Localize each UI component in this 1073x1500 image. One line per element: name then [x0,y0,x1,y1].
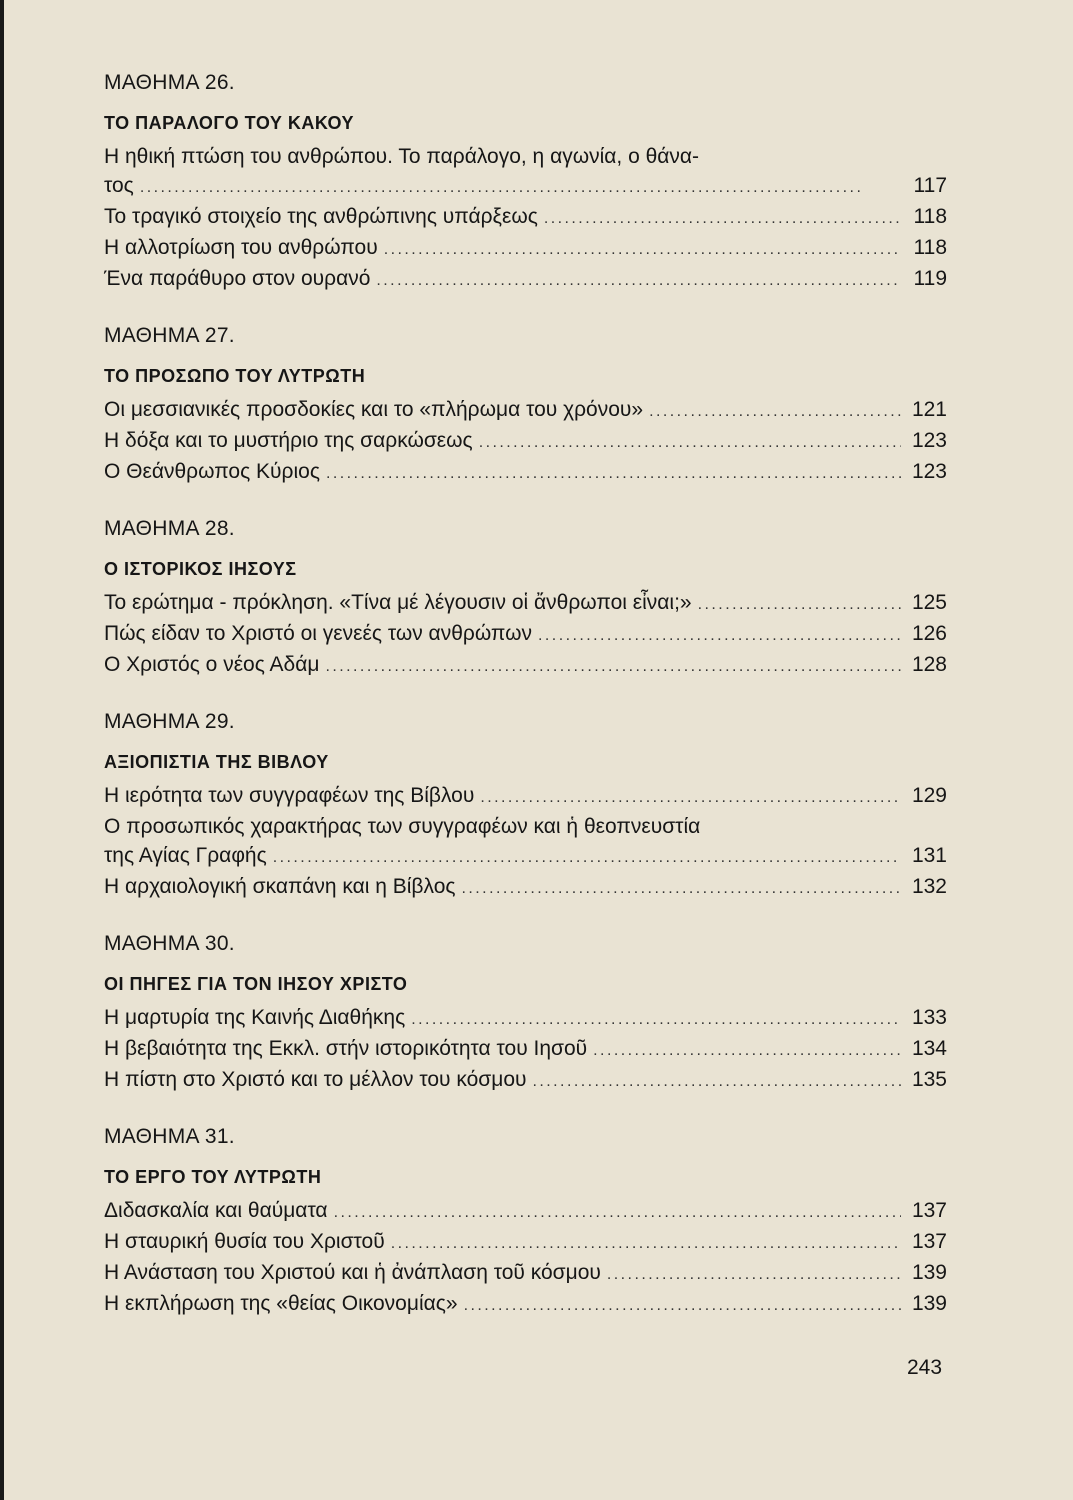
dot-leader [462,874,902,903]
toc-entry-text: Οι μεσσιανικές προσδοκίες και το «πλήρωμα του χρόνου» [104,398,644,421]
lesson-title: Ο ΙΣΤΟΡΙΚΟΣ ΙΗΣΟΥΣ [104,559,297,579]
toc-entry-page: 121 [911,398,947,421]
toc-entry-text: Διδασκαλία και θαύματα [104,1199,328,1222]
toc-entry-text: Η σταυρική θυσία του Χριστοῦ [104,1230,385,1253]
toc-entry [104,142,947,202]
lesson-number: ΜΑΘΗΜΑ 30. [104,932,235,955]
toc-entry-page: 117 [913,174,947,197]
lesson-number: ΜΑΘΗΜΑ 31. [104,1125,235,1148]
toc-entry [104,812,947,872]
lesson-number: ΜΑΘΗΜΑ 29. [104,710,235,733]
toc-entry-row [104,426,947,457]
toc-entry-text: Η πίστη στο Χριστό και το μέλλον του κόσμου [104,1068,527,1091]
toc-entry-text: Η Ανάσταση του Χριστού και ἡ ἀνάπλαση τοῦ κόσμου [104,1261,601,1284]
toc-entry-row [104,1258,947,1289]
dot-leader [273,843,901,872]
toc-entry [104,1227,947,1258]
dot-leader [649,397,901,426]
toc-entry-page: 139 [911,1261,947,1284]
toc-entry-text: της Αγίας Γραφής [104,844,267,867]
toc-entry [104,1003,947,1034]
dot-leader [538,621,901,650]
toc-entry-text: Ο Χριστός ο νέος Αδάμ [104,653,320,676]
lesson-title: ΤΟ ΠΡΟΣΩΠΟ ΤΟΥ ΛΥΤΡΩΤΗ [104,366,366,386]
dot-leader [698,590,901,619]
toc-entry [104,1196,947,1227]
toc-entry-page: 137 [911,1199,947,1222]
toc-entry-page: 134 [911,1037,947,1060]
toc-entry [104,202,947,233]
dot-leader [376,266,901,295]
dot-leader [391,1229,901,1258]
toc-entry [104,457,947,488]
dot-leader [479,428,901,457]
toc-entry-row [104,1289,947,1320]
toc-entry-text: Πώς είδαν το Χριστό οι γενεές των ανθρώπων [104,622,533,645]
dot-leader [334,1198,901,1227]
toc-entry-text: Η αλλοτρίωση του ανθρώπου [104,236,378,259]
lesson-number: ΜΑΘΗΜΑ 26. [104,71,235,94]
dot-leader [326,459,901,488]
toc-entry-page: 132 [911,875,947,898]
toc-entry [104,1034,947,1065]
toc-entry-page: 123 [911,429,947,452]
toc-entry [104,1065,947,1096]
toc-entry-row [104,395,947,426]
table-of-contents [104,68,947,1346]
toc-entry [104,426,947,457]
book-page [4,0,1073,1500]
dot-leader [480,783,901,812]
toc-entry-text: Το ερώτημα - πρόκληση. «Τίνα μέ λέγουσιν οἱ ἄνθρωποι εἶναι;» [104,591,692,614]
toc-entry-text: Ένα παράθυρο στον ουρανό [104,267,371,290]
toc-entry-page: 128 [911,653,947,676]
toc-entry-page: 133 [911,1006,947,1029]
lesson-title: ΟΙ ΠΗΓΕΣ ΓΙΑ ΤΟΝ ΙΗΣΟΥ ΧΡΙΣΤΟ [104,974,408,994]
toc-entry-row [104,650,947,681]
toc-entry-text: Η αρχαιολογική σκαπάνη και η Βίβλος [104,875,456,898]
dot-leader [544,204,901,233]
toc-entry-row [104,457,947,488]
toc-entry-page: 118 [913,205,947,228]
toc-entry-page: 125 [911,591,947,614]
toc-entry-row [104,1003,947,1034]
toc-entry-row [104,1227,947,1258]
toc-entry-row [104,619,947,650]
page-number: 243 [907,1356,943,1379]
toc-entry-page: 131 [911,844,947,867]
lesson-section [104,707,947,903]
toc-entry [104,588,947,619]
dot-leader [532,1067,901,1096]
lessons-list [104,68,947,1320]
lesson-number: ΜΑΘΗΜΑ 27. [104,324,235,347]
toc-entry-text: Η μαρτυρία της Καινής Διαθήκης [104,1006,406,1029]
toc-entry [104,650,947,681]
toc-entry-text: Η ιερότητα των συγγραφέων της Βίβλου [104,784,475,807]
lesson-section [104,1122,947,1320]
toc-entry-text: Η δόξα και το μυστήριο της σαρκώσεως [104,429,473,452]
dot-leader [411,1005,901,1034]
toc-entry-row [104,264,947,295]
toc-entry [104,781,947,812]
toc-entry [104,1289,947,1320]
toc-entry-text: Η βεβαιότητα της Εκκλ. στήν ιστορικότητα του Ιησοῦ [104,1037,588,1060]
lesson-number: ΜΑΘΗΜΑ 28. [104,517,235,540]
toc-entry-text: Η εκπλήρωση της «θείας Οικονομίας» [104,1292,458,1315]
toc-entry-row [104,171,947,202]
dot-leader [464,1291,901,1320]
dot-leader [607,1260,901,1289]
toc-entry-row [104,872,947,903]
dot-leader [593,1036,901,1065]
toc-entry-page: 123 [911,460,947,483]
toc-entry-text: Ο Θεάνθρωπος Κύριος [104,460,320,483]
toc-entry [104,264,947,295]
toc-entry-text-line: Η ηθική πτώση του ανθρώπου. Το παράλογο, η αγωνία, ο θάνα- [104,145,700,168]
toc-entry-row [104,1196,947,1227]
toc-entry-page: 129 [911,784,947,807]
toc-entry-text-line: Ο προσωπικός χαρακτήρας των συγγραφέων και ἡ θεοπνευστία [104,815,701,838]
toc-entry-row [104,233,947,264]
lesson-section [104,514,947,681]
dot-leader [384,235,901,264]
lesson-section [104,929,947,1096]
toc-entry-row [104,1034,947,1065]
toc-entry-page: 126 [911,622,947,645]
toc-entry [104,872,947,903]
toc-entry-text: Το τραγικό στοιχείο της ανθρώπινης υπάρξεως [104,205,538,228]
toc-entry [104,619,947,650]
lesson-title: ΤΟ ΠΑΡΑΛΟΓΟ ΤΟΥ ΚΑΚΟΥ [104,113,355,133]
toc-entry-page: 135 [911,1068,947,1091]
toc-entry [104,233,947,264]
toc-entry-row [104,202,947,233]
toc-entry-row [104,1065,947,1096]
toc-entry [104,395,947,426]
lesson-section [104,68,947,295]
toc-entry-text: τος [104,174,134,197]
toc-entry-row [104,841,947,872]
toc-entry-page: 139 [911,1292,947,1315]
lesson-section [104,321,947,488]
toc-entry [104,1258,947,1289]
dot-leader [325,652,901,681]
lesson-title: ΤΟ ΕΡΓΟ ΤΟΥ ΛΥΤΡΩΤΗ [104,1167,322,1187]
toc-entry-row [104,588,947,619]
toc-entry-page: 137 [911,1230,947,1253]
toc-entry-page: 118 [913,236,947,259]
lesson-title: ΑΞΙΟΠΙΣΤΙΑ ΤΗΣ ΒΙΒΛΟΥ [104,752,329,772]
toc-entry-row [104,781,947,812]
toc-entry-page: 119 [913,267,947,290]
dot-leader [140,173,901,202]
